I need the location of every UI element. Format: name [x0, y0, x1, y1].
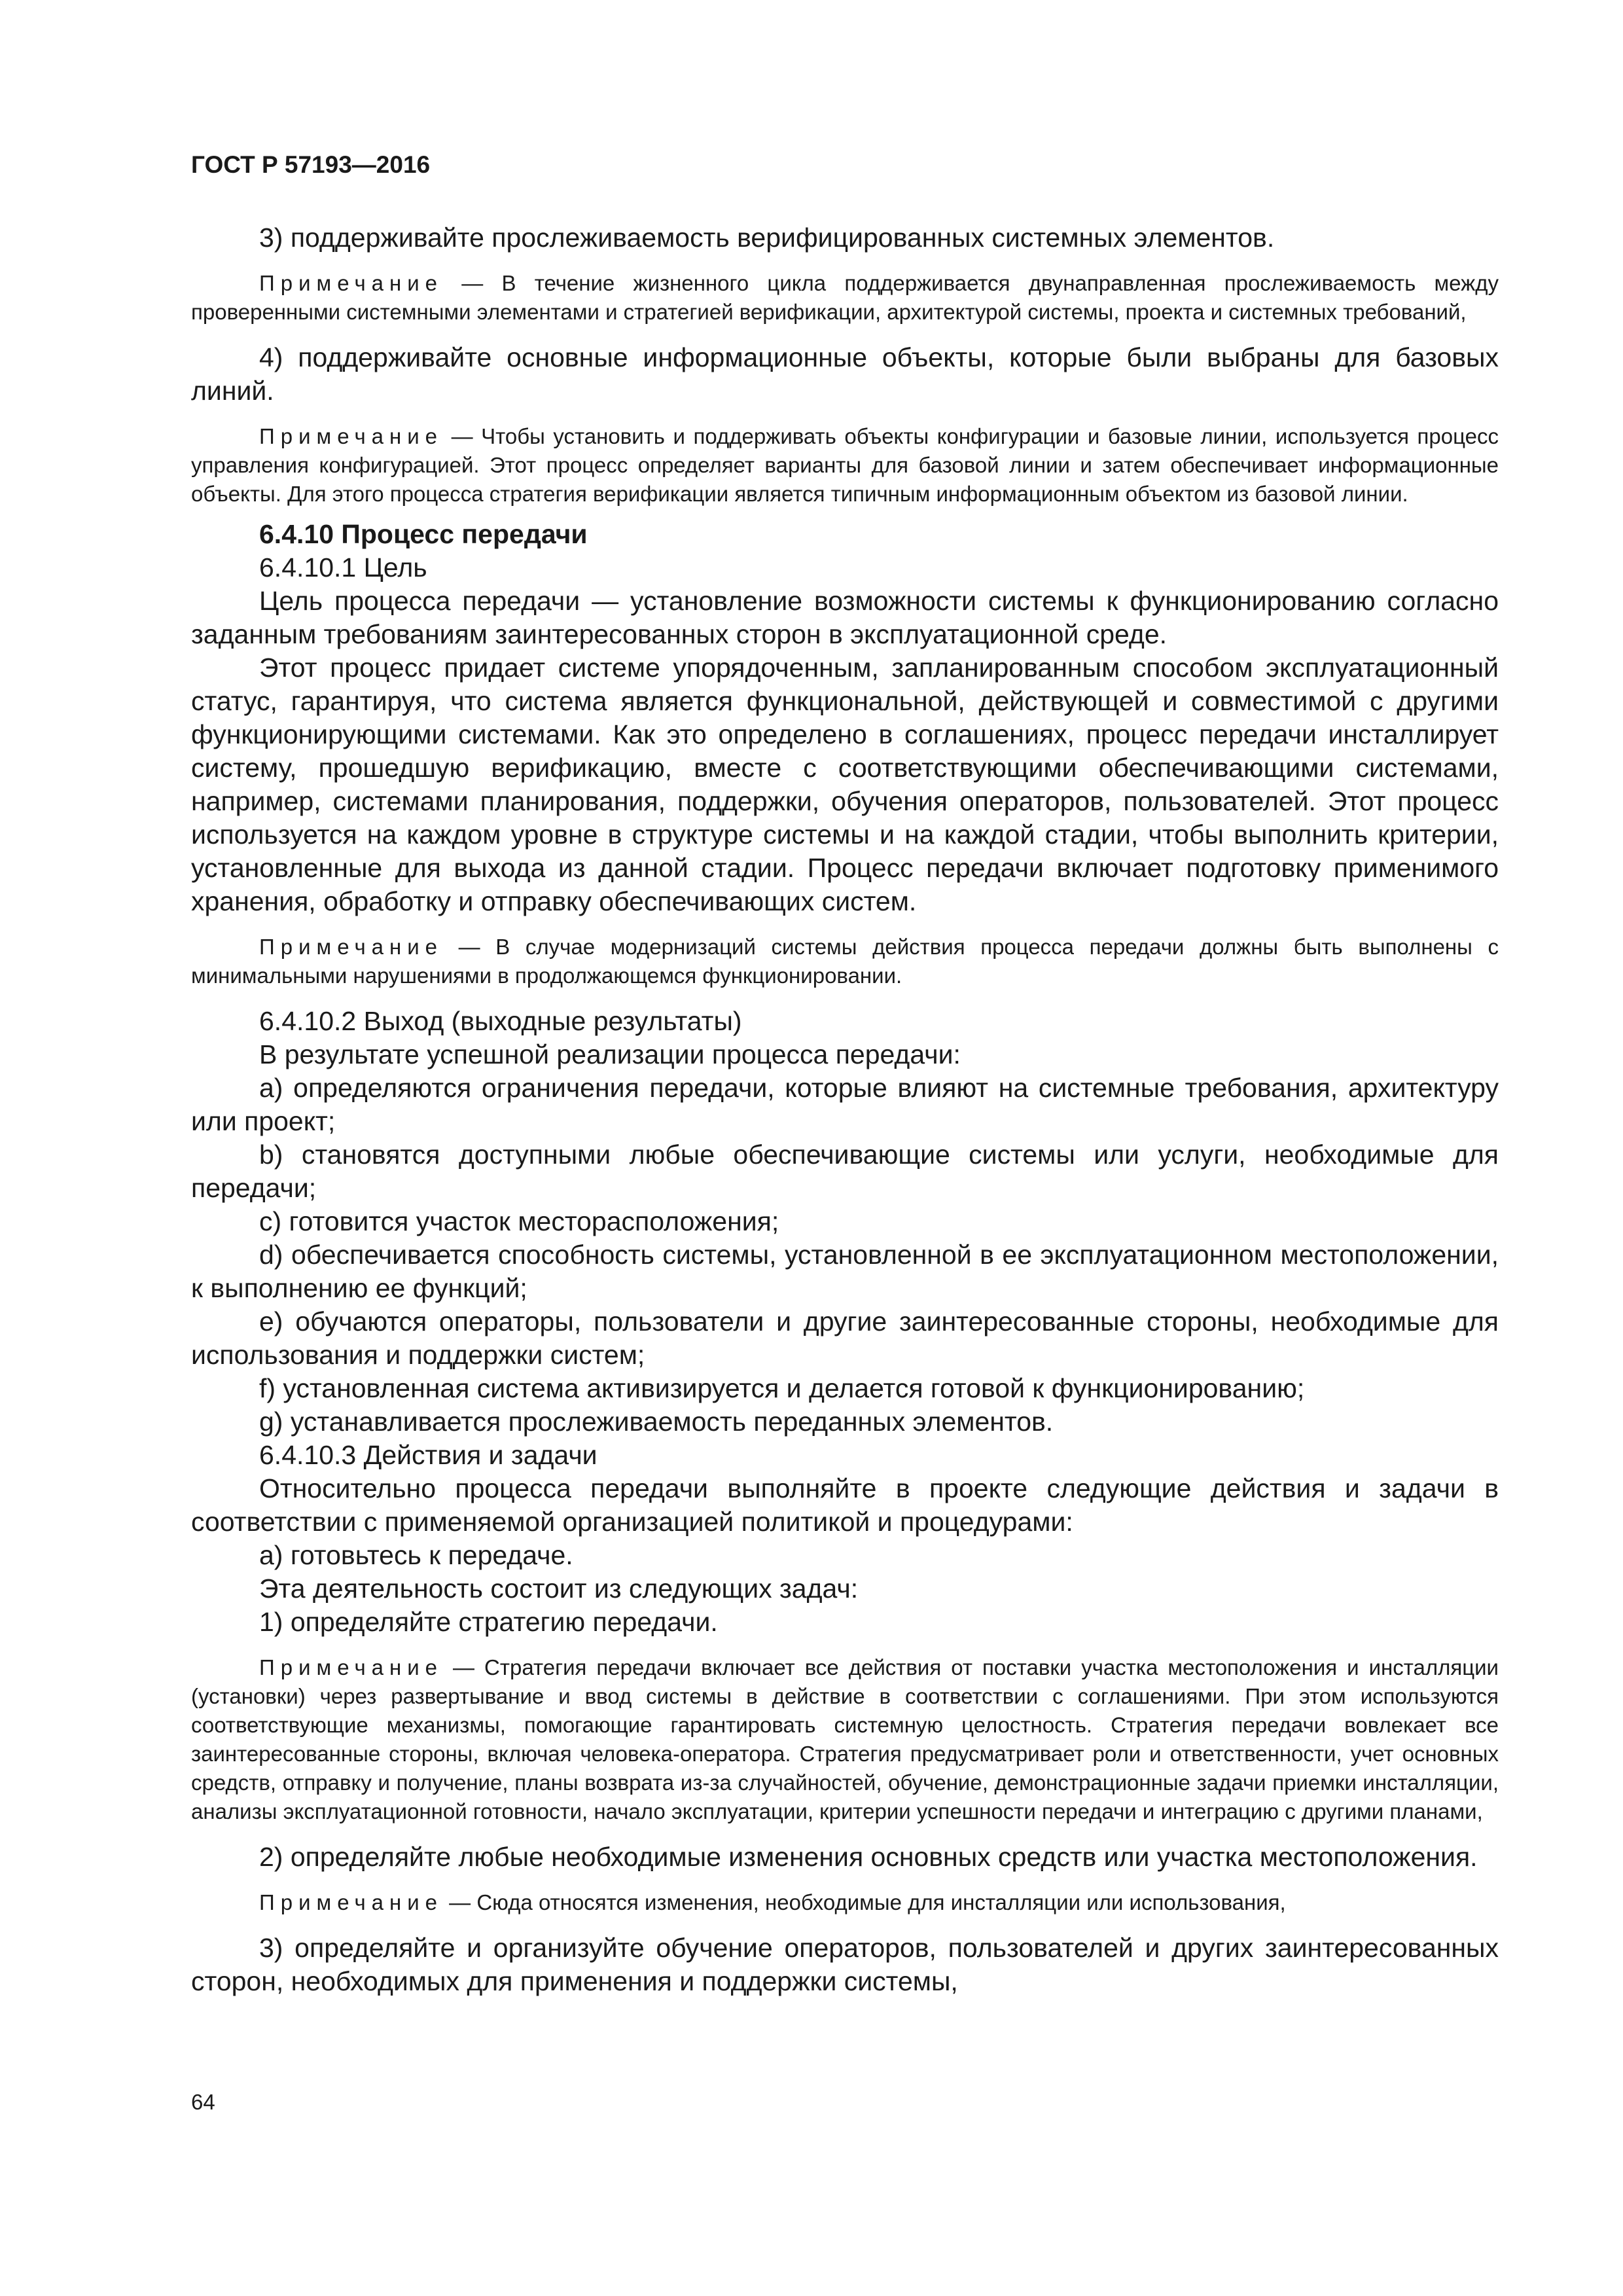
note-text: — В случае модернизаций системы действия процесса передачи должны быть выполнены с минимальными нарушениями в продолжающемся функционировании. [191, 935, 1499, 988]
paragraph: 3) поддерживайте прослеживаемость верифицированных системных элементов. [259, 223, 1275, 253]
paragraph: 4) поддерживайте основные информационные объекты, которые были выбраны для базовых линий. [191, 342, 1499, 406]
note-text: — Сюда относятся изменения, необходимые для инсталляции или использования, [443, 1890, 1286, 1914]
list-item: e) обучаются операторы, пользователи и другие заинтересованные стороны, необходимые для использования и поддержки систем; [191, 1306, 1499, 1370]
list-item: 1) определяйте стратегию передачи. [259, 1607, 718, 1637]
paragraph: Относительно процесса передачи выполняйте в проекте следующие действия и задачи в соответствии с применяемой организацией политикой и процедурами: [191, 1473, 1499, 1537]
subsection-heading: 6.4.10.1 Цель [259, 552, 427, 583]
note-label: Примечание [259, 271, 444, 295]
list-item: g) устанавливается прослеживаемость переданных элементов. [259, 1407, 1054, 1437]
list-item: c) готовится участок месторасположения; [259, 1206, 779, 1236]
list-item: a) определяются ограничения передачи, которые влияют на системные требования, архитектуру или проект; [191, 1073, 1499, 1136]
paragraph: В результате успешной реализации процесса передачи: [259, 1039, 961, 1069]
subsection-heading: 6.4.10.3 Действия и задачи [259, 1440, 597, 1470]
list-item: 3) определяйте и организуйте обучение операторов, пользователей и других заинтересованных сторон, необходимых для применения и поддержки системы, [191, 1933, 1499, 1996]
note-label: Примечание [259, 424, 444, 448]
paragraph: Эта деятельность состоит из следующих задач: [259, 1573, 859, 1604]
list-item: d) обеспечивается способность системы, установленной в ее эксплуатационном местоположении, к выполнению ее функций; [191, 1240, 1499, 1303]
paragraph: Цель процесса передачи — установление возможности системы к функционированию согласно заданным требованиям заинтересованных сторон в эксплуатационной среде. [191, 586, 1499, 649]
list-item: a) готовьтесь к передаче. [259, 1540, 573, 1570]
note [191, 933, 1499, 990]
page-number: 64 [191, 2090, 215, 2114]
note [191, 1653, 1499, 1826]
note-label: Примечание [259, 935, 444, 959]
note [191, 422, 1499, 509]
list-item: f) установленная система активизируется и делается готовой к функционированию; [259, 1373, 1305, 1403]
note-label: Примечание [259, 1890, 444, 1914]
note-text: — Чтобы установить и поддерживать объекты конфигурации и базовые линии, используется процесс управления конфигурацией. Этот процесс определяет варианты для базовой линии и затем обеспечивает информационные объекты. Для этого процесса стратегия верификации является типичным информационным объектом из базовой линии. [191, 424, 1499, 506]
standard-header: ГОСТ Р 57193—2016 [191, 151, 431, 178]
section-heading: 6.4.10 Процесс передачи [259, 519, 588, 549]
subsection-heading: 6.4.10.2 Выход (выходные результаты) [259, 1006, 742, 1036]
paragraph: Этот процесс придает системе упорядоченным, запланированным способом эксплуатационный статус, гарантируя, что система является функциональной, действующей и совместимой с другими функционирующими системами. Как это определено в соглашениях, процесс передачи инсталлирует систему, прошедшую верификацию, вместе с соответствующими обеспечивающими системами, например, системами планирования, поддержки, обучения операторов, пользователей. Этот процесс используется на каждом уровне в структуре системы и на каждой стадии, чтобы выполнить критерии, установленные для выхода из данной стадии. Процесс передачи включает подготовку применимого хранения, обработку и отправку обеспечивающих систем. [191, 653, 1499, 916]
list-item: 2) определяйте любые необходимые изменения основных средств или участка местоположения. [259, 1842, 1478, 1872]
document-page [191, 0, 1499, 2296]
note-text: — В течение жизненного цикла поддерживается двунаправленная прослеживаемость между проверенными системными элементами и стратегией верификации, архитектурой системы, проекта и системных требований, [191, 271, 1499, 324]
note-text: — Стратегия передачи включает все действия от поставки участка местоположения и инсталляции (установки) через развертывание и ввод системы в действие в соответствии с соглашениями. При этом используются соответствующие механизмы, помогающие гарантировать системную целостность. Стратегия передачи вовлекает все заинтересованные стороны, включая человека-оператора. Стратегия предусматривает роли и ответственности, учет основных средств, отправку и получение, планы возврата из-за случайностей, обучение, демонстрационные задачи приемки инсталляции, анализы эксплуатационной готовности, начало эксплуатации, критерии успешности передачи и интеграцию с другими планами, [191, 1655, 1499, 1823]
note-label: Примечание [259, 1655, 444, 1679]
list-item: b) становятся доступными любые обеспечивающие системы или услуги, необходимые для передачи; [191, 1139, 1499, 1203]
note [191, 269, 1499, 327]
note [191, 1888, 1499, 1917]
document-body [191, 221, 1499, 1998]
